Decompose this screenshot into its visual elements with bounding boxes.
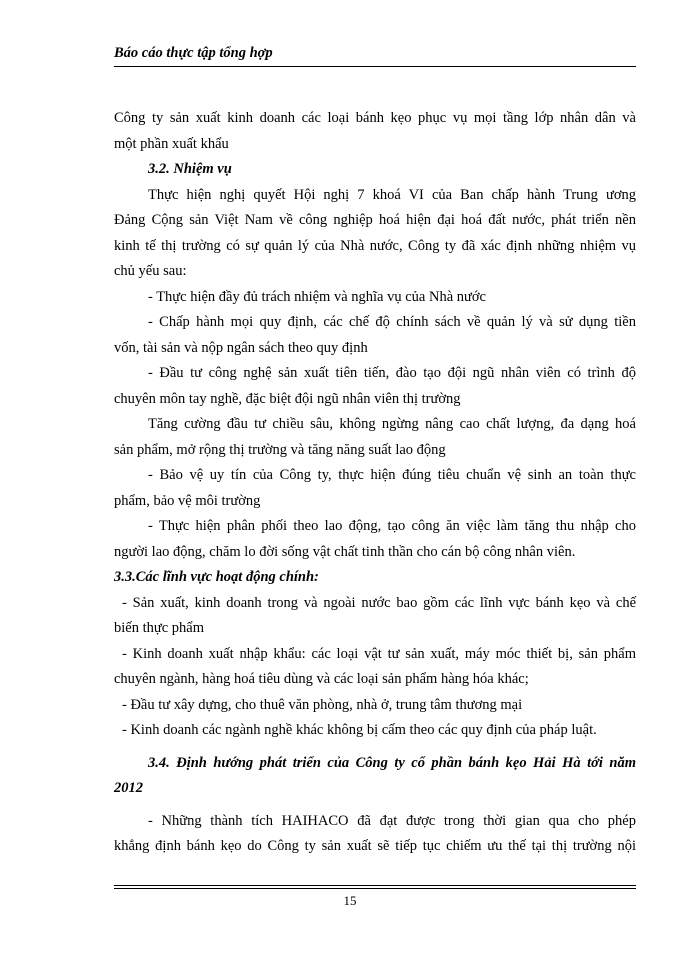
page-number: 15 bbox=[343, 893, 357, 908]
bullet-line: - Đầu tư xây dựng, cho thuê văn phòng, nhà ở, trung tâm thương mại bbox=[122, 696, 523, 713]
spacer bbox=[114, 744, 636, 751]
paragraph-line: một phần xuất khẩu bbox=[114, 135, 229, 152]
paragraph-line: kinh tế thị trường có sự quản lý của Nhà nước, Công ty đã xác định những nhiệm vụ bbox=[114, 237, 636, 254]
paragraph-line: Công ty sản xuất kinh doanh các loại bánh kẹo phục vụ mọi tầng lớp nhân dân và bbox=[114, 110, 636, 126]
paragraph-line: phẩm, bảo vệ môi trường bbox=[114, 492, 261, 509]
bullet-line: - Thực hiện phân phối theo lao động, tạo công ăn việc làm tăng thu nhập cho bbox=[148, 518, 636, 534]
header-rule bbox=[114, 66, 636, 67]
bullet-line: - Bảo vệ uy tín của Công ty, thực hiện đúng tiêu chuẩn vệ sinh an toàn thực bbox=[148, 467, 636, 483]
section-heading-3-4: 3.4. Định hướng phát triển của Công ty cổ phần bánh kẹo Hải Hà tới năm bbox=[148, 754, 636, 771]
paragraph-line: Tăng cường đầu tư chiều sâu, không ngừng nâng cao chất lượng, đa dạng hoá bbox=[148, 416, 636, 432]
paragraph-line: Thực hiện nghị quyết Hội nghị 7 khoá VI của Ban chấp hành Trung ương bbox=[148, 186, 636, 203]
section-heading-3-3: 3.3.Các lĩnh vực hoạt động chính: bbox=[114, 569, 319, 585]
footer-rule bbox=[114, 885, 636, 889]
paragraph-line: người lao động, chăm lo đời sống vật chất tinh thần cho cán bộ công nhân viên. bbox=[114, 543, 576, 560]
document-body bbox=[114, 106, 636, 860]
paragraph-line: Đảng Cộng sản Việt Nam về công nghiệp hoá hiện đại hoá đất nước, phát triển nền bbox=[114, 212, 636, 228]
bullet-line: - Chấp hành mọi quy định, các chế độ chính sách về quản lý và sử dụng tiền bbox=[148, 314, 636, 330]
paragraph-line: sản phẩm, mở rộng thị trường và tăng năng suất lao động bbox=[114, 441, 446, 458]
paragraph-line: chuyên môn tay nghề, đặc biệt đội ngũ nhân viên thị trường bbox=[114, 390, 461, 407]
bullet-line: - Kinh doanh các ngành nghề khác không bị cấm theo các quy định của pháp luật. bbox=[122, 722, 597, 738]
paragraph-line: chuyên ngành, hàng hoá tiêu dùng và các loại sản phẩm hàng hóa khác; bbox=[114, 671, 529, 687]
bullet-line: - Thực hiện đầy đủ trách nhiệm và nghĩa vụ của Nhà nước bbox=[148, 288, 486, 305]
paragraph-line: khẳng định bánh kẹo do Công ty sản xuất sẽ tiếp tục chiếm ưu thế tại thị trường nội bbox=[114, 838, 636, 854]
paragraph-line: vốn, tài sản và nộp ngân sách theo quy định bbox=[114, 339, 368, 356]
running-header bbox=[114, 45, 636, 67]
section-heading-3-4-cont: 2012 bbox=[114, 780, 143, 796]
paragraph-line: biến thực phẩm bbox=[114, 620, 205, 636]
bullet-line: - Sản xuất, kinh doanh trong và ngoài nước bao gồm các lĩnh vực bánh kẹo và chế bbox=[122, 594, 636, 611]
bullet-line: - Những thành tích HAIHACO đã đạt được trong thời gian qua cho phép bbox=[148, 812, 636, 829]
bullet-line: - Đầu tư công nghệ sản xuất tiên tiến, đào tạo đội ngũ nhân viên có trình độ bbox=[148, 365, 636, 381]
section-heading-3-2: 3.2. Nhiệm vụ bbox=[148, 161, 232, 177]
bullet-line: - Kinh doanh xuất nhập khẩu: các loại vật tư sản xuất, máy móc thiết bị, sản phẩm bbox=[122, 645, 636, 662]
spacer bbox=[114, 802, 636, 809]
paragraph-line: chủ yếu sau: bbox=[114, 263, 187, 279]
header-title: Báo cáo thực tập tổng hợp bbox=[114, 45, 273, 61]
